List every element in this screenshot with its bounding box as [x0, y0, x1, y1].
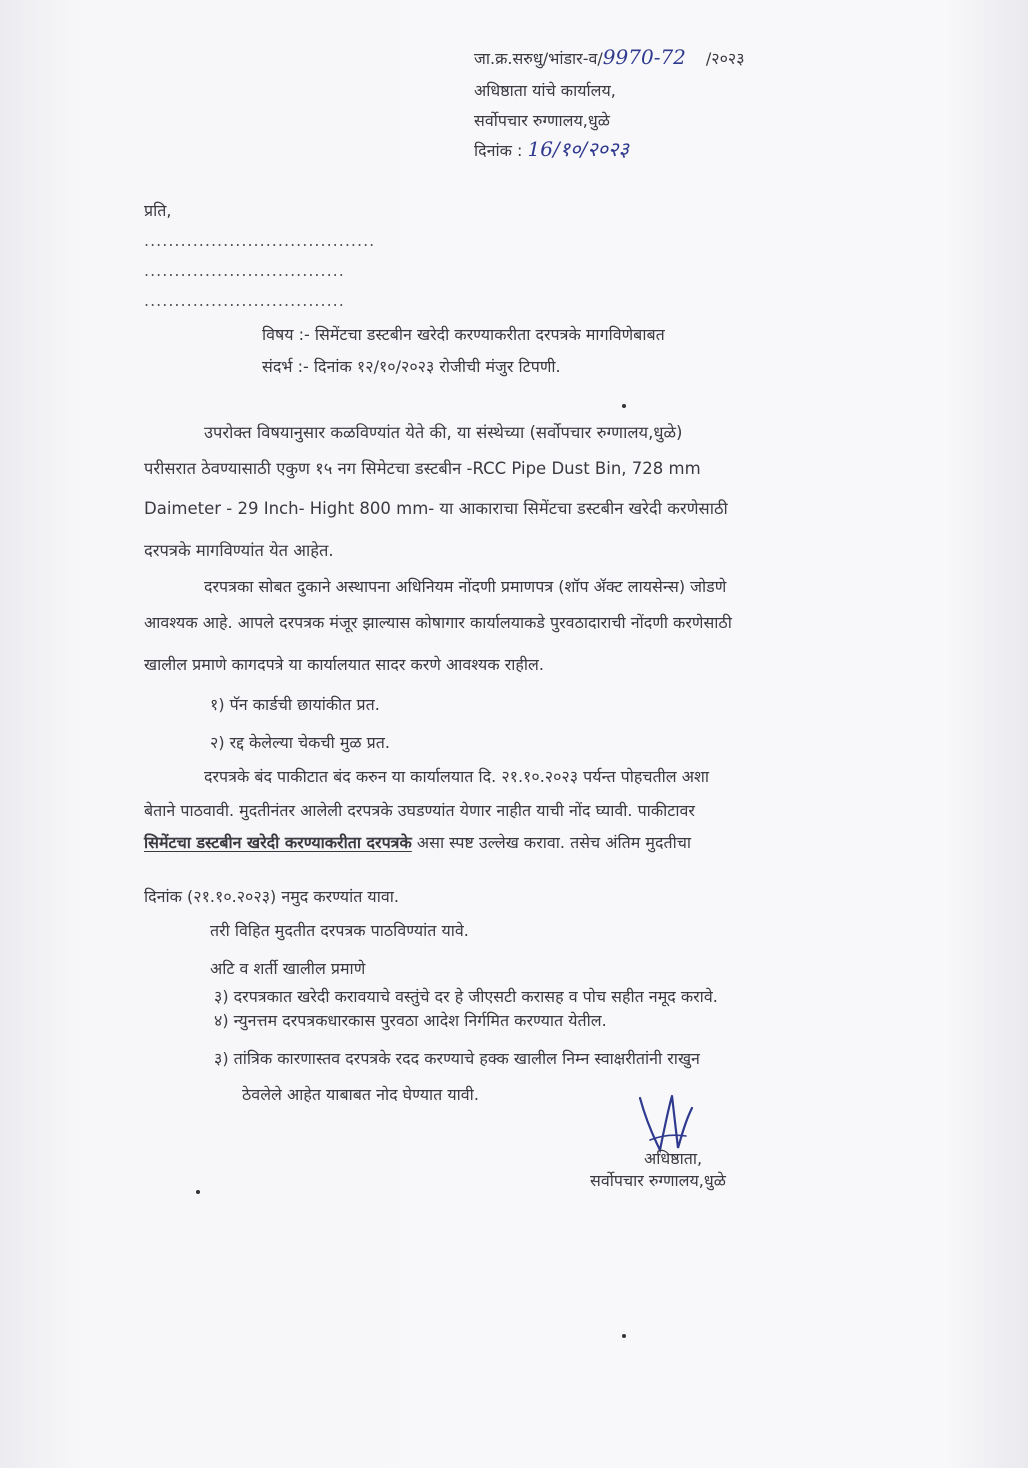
para2-line1: दरपत्रका सोबत दुकाने अस्थापना अधिनियम नोंदणी प्रमाणपत्र (शॉप ॲक्ट लायसेन्स) जोडणे	[204, 577, 727, 596]
para1-line1: उपरोक्त विषयानुसार कळविण्यांत येते की, या संस्थेच्या (सर्वोपचार रुग्णालय,धुळे)	[204, 423, 683, 442]
para1-line2: परीसरात ठेवण्यासाठी एकुण १५ नग सिमेटचा डस्टबीन -RCC Pipe Dust Bin, 728 mm	[144, 459, 701, 478]
document-item-2: २) रद्द केलेल्या चेकची मुळ प्रत.	[210, 733, 390, 752]
para2-line3: खालील प्रमाणे कागदपत्रे या कार्यालयात सादर करणे आवश्यक राहील.	[144, 655, 544, 674]
condition-item-3-cont: ठेवलेले आहेत याबाबत नोद घेण्यात यावी.	[242, 1085, 479, 1104]
handwritten-ref-number: 9970-72	[602, 45, 686, 69]
para1-line3: Daimeter - 29 Inch- Hight 800 mm- या आकाराचा सिमेंटचा डस्टबीन खरेदी करणेसाठी	[144, 499, 728, 518]
reference-line: संदर्भ :- दिनांक १२/१०/२०२३ रोजीची मंजुर टिपणी.	[262, 357, 561, 376]
para3-line3: सिमेंटचा डस्टबीन खरेदी करण्याकरीता दरपत्रके असा स्पष्ट उल्लेख करावा. तसेच अंतिम मुदतीचा	[144, 833, 692, 852]
subject-line: विषय :- सिमेंटचा डस्टबीन खरेदी करण्याकरीता दरपत्रके मागविणेबाबत	[262, 325, 665, 344]
para1-line4: दरपत्रके मागविण्यांत येत आहेत.	[144, 541, 334, 560]
date-line: दिनांक : 16/१०/२०२३	[474, 137, 629, 161]
signatory-office: सर्वोपचार रुग्णालय,धुळे	[590, 1171, 726, 1190]
recipient-line-1: ......................................	[144, 231, 376, 250]
condition-item-2: ४) न्युनत्तम दरपत्रकधारकास पुरवठा आदेश निर्गमित करण्यात येतील.	[214, 1011, 607, 1030]
ink-dot	[622, 404, 626, 408]
condition-item-1: ३) दरपत्रकात खरेदी करावयाचे वस्तुंचे दर हे जीएसटी करासह व पोच सहीत नमूद करावे.	[214, 987, 718, 1006]
ink-dot	[622, 1334, 626, 1338]
para3-line2: बेताने पाठवावी. मुदतीनंतर आलेली दरपत्रके उघडण्यांत येणार नाहीत याची नोंद घ्यावी. पाकीटावर	[144, 801, 695, 820]
para2-line2: आवश्यक आहे. आपले दरपत्रक मंजूर झाल्यास कोषागार कार्यालयाकडे पुरवठादाराची नोंदणी करणेसाठी	[144, 613, 732, 632]
signatory-title: अधिष्ठाता,	[644, 1149, 703, 1168]
office-line-1: अधिष्ठाता यांचे कार्यालय,	[474, 81, 616, 100]
recipient-line-2: .................................	[144, 261, 345, 280]
reference-number: जा.क्र.सरुधु/भांडार-व/9970-72 /२०२३	[474, 45, 745, 69]
office-line-2: सर्वोपचार रुग्णालय,धुळे	[474, 111, 610, 130]
condition-item-3: ३) तांत्रिक कारणास्तव दरपत्रके रदद करण्याचे हक्क खालील निम्न स्वाक्षरीतांनी राखुन	[214, 1049, 700, 1068]
document-item-1: १) पॅन कार्डची छायांकीत प्रत.	[210, 695, 380, 714]
para3-line4: दिनांक (२१.१०.२०२३) नमुद करण्यांत यावा.	[144, 887, 399, 906]
recipient-line-3: .................................	[144, 291, 345, 310]
para3-line1: दरपत्रके बंद पाकीटात बंद करुन या कार्यालयात दि. २१.१०.२०२३ पर्यन्त पोहचतील अशा	[204, 767, 709, 786]
ink-dot	[196, 1190, 200, 1194]
para3-line5: तरी विहित मुदतीत दरपत्रक पाठविण्यांत यावे.	[210, 921, 469, 940]
handwritten-date: 16/१०/२०२३	[527, 137, 629, 161]
conditions-heading: अटि व शर्ती खालील प्रमाणे	[210, 959, 366, 978]
bold-underlined-phrase: सिमेंटचा डस्टबीन खरेदी करण्याकरीता दरपत्रके	[144, 833, 412, 852]
recipient-label: प्रति,	[144, 201, 172, 220]
